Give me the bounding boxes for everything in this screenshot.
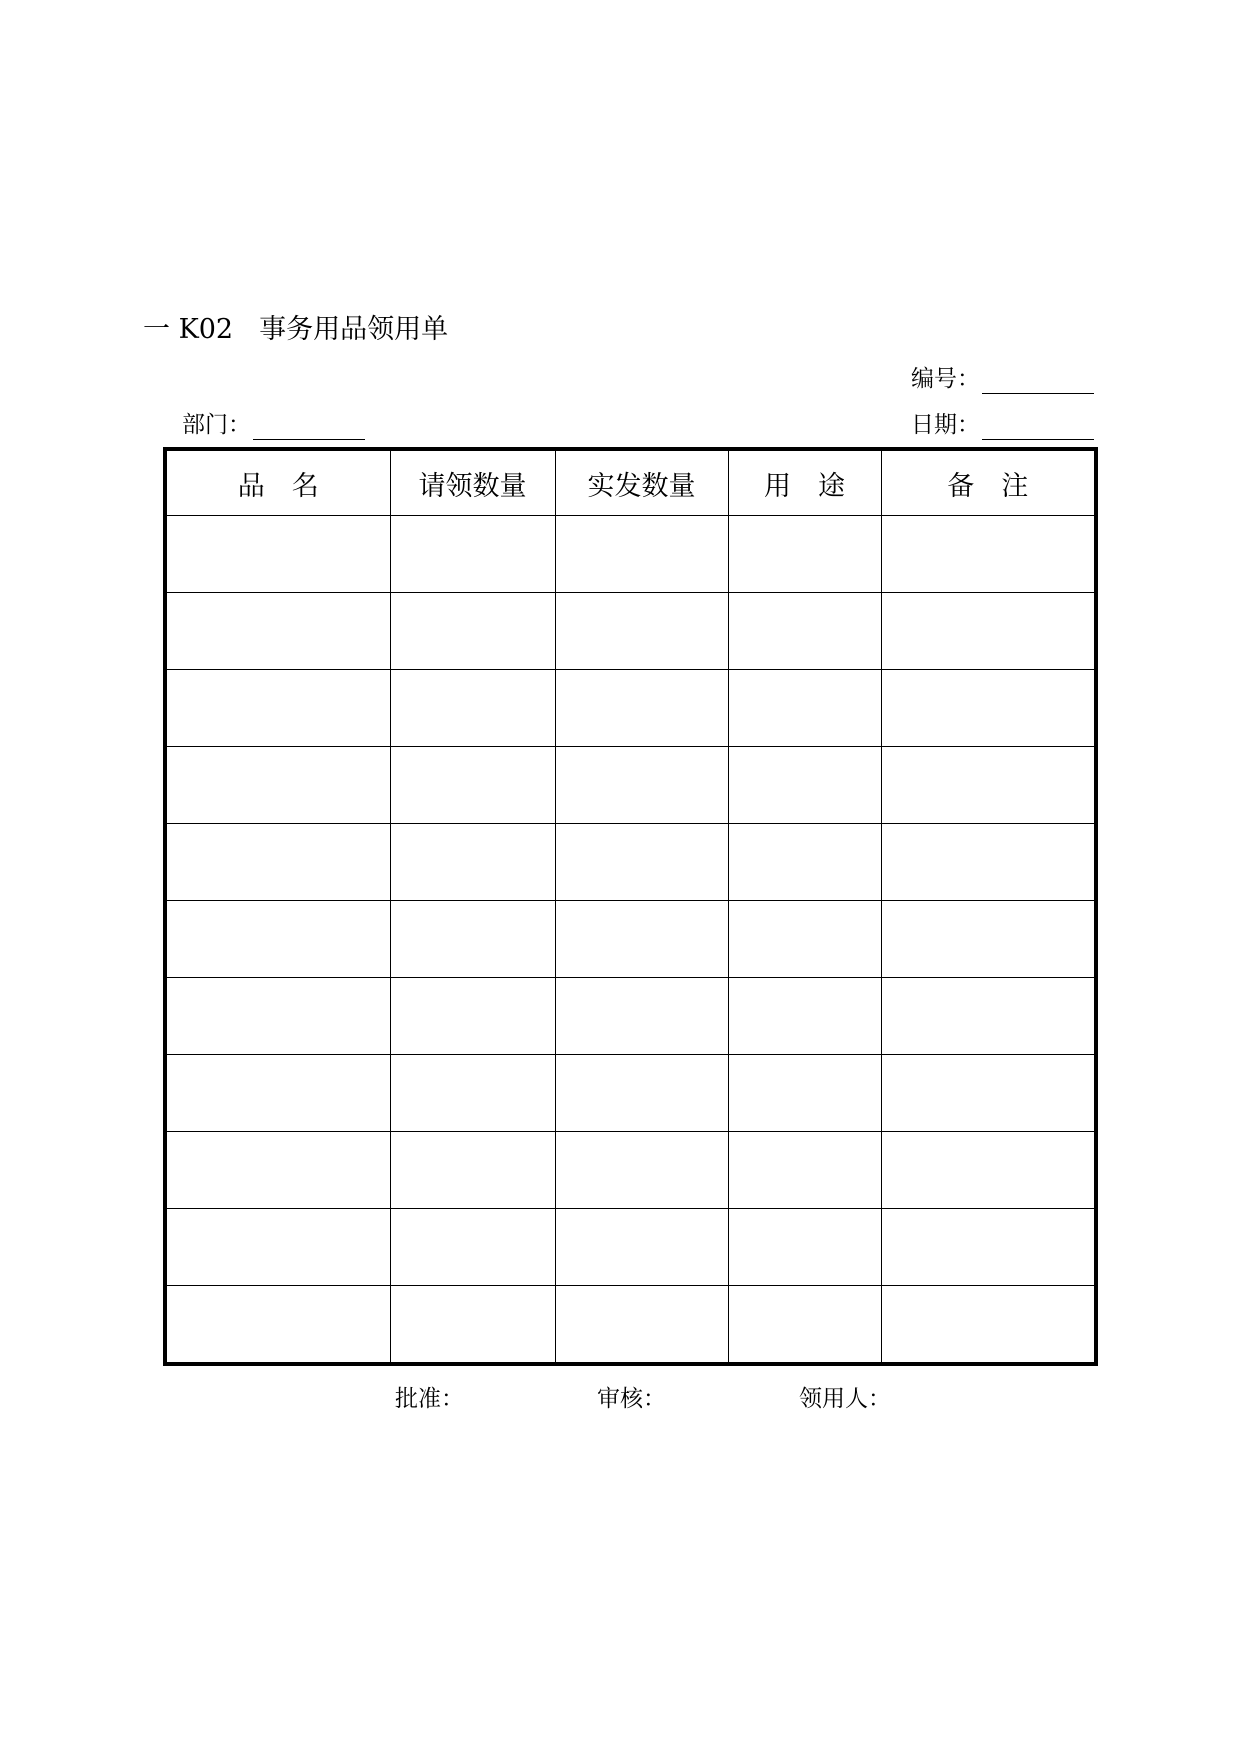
form-code: 一 K02 xyxy=(143,314,234,345)
table-cell[interactable] xyxy=(555,824,728,901)
table-row xyxy=(165,1286,1096,1365)
table-cell[interactable] xyxy=(165,978,390,1055)
table-cell[interactable] xyxy=(881,1209,1096,1286)
table-row xyxy=(165,516,1096,593)
table-row xyxy=(165,978,1096,1055)
number-blank[interactable] xyxy=(982,367,1094,394)
table-cell[interactable] xyxy=(881,1055,1096,1132)
table-cell[interactable] xyxy=(881,824,1096,901)
header-requested-qty: 请领数量 xyxy=(390,449,555,516)
table-cell[interactable] xyxy=(390,670,555,747)
department-field xyxy=(182,410,365,440)
table-cell[interactable] xyxy=(165,747,390,824)
table-cell[interactable] xyxy=(881,747,1096,824)
date-blank[interactable] xyxy=(982,413,1094,440)
table-cell[interactable] xyxy=(555,516,728,593)
table-cell[interactable] xyxy=(390,901,555,978)
table-cell[interactable] xyxy=(728,1055,881,1132)
table-row xyxy=(165,1055,1096,1132)
table-cell[interactable] xyxy=(390,747,555,824)
table-cell[interactable] xyxy=(390,978,555,1055)
table-cell[interactable] xyxy=(165,516,390,593)
table-row xyxy=(165,1132,1096,1209)
form-title-text: 事务用品领用单 xyxy=(259,314,449,345)
table-cell[interactable] xyxy=(881,1286,1096,1365)
table-cell[interactable] xyxy=(881,593,1096,670)
table-cell[interactable] xyxy=(728,516,881,593)
table-row xyxy=(165,1209,1096,1286)
table-cell[interactable] xyxy=(728,1132,881,1209)
table-cell[interactable] xyxy=(390,1286,555,1365)
table-row xyxy=(165,593,1096,670)
table-cell[interactable] xyxy=(165,1055,390,1132)
table-cell[interactable] xyxy=(555,1209,728,1286)
table-cell[interactable] xyxy=(390,516,555,593)
department-blank[interactable] xyxy=(253,413,365,440)
table-cell[interactable] xyxy=(165,670,390,747)
table-cell[interactable] xyxy=(390,1209,555,1286)
table-cell[interactable] xyxy=(728,670,881,747)
header-issued-qty: 实发数量 xyxy=(555,449,728,516)
header-purpose: 用 途 xyxy=(728,449,881,516)
header-item-name: 品 名 xyxy=(165,449,390,516)
table-cell[interactable] xyxy=(555,901,728,978)
table-cell[interactable] xyxy=(390,824,555,901)
approve-label: 批准： xyxy=(395,1386,464,1412)
table-cell[interactable] xyxy=(728,824,881,901)
table-cell[interactable] xyxy=(165,901,390,978)
number-field xyxy=(911,364,1094,394)
table-cell[interactable] xyxy=(555,670,728,747)
form-title xyxy=(143,312,448,348)
table-cell[interactable] xyxy=(881,978,1096,1055)
table-cell[interactable] xyxy=(728,1286,881,1365)
table-cell[interactable] xyxy=(165,1286,390,1365)
requisition-table xyxy=(163,447,1098,1366)
table-body xyxy=(165,516,1096,1365)
table-cell[interactable] xyxy=(390,1055,555,1132)
table-row xyxy=(165,670,1096,747)
review-label: 审核： xyxy=(597,1386,666,1412)
table-cell[interactable] xyxy=(165,593,390,670)
recipient-label: 领用人： xyxy=(799,1386,891,1412)
table-cell[interactable] xyxy=(555,747,728,824)
table-cell[interactable] xyxy=(165,1132,390,1209)
table-cell[interactable] xyxy=(555,1132,728,1209)
table-cell[interactable] xyxy=(390,1132,555,1209)
header-remarks: 备 注 xyxy=(881,449,1096,516)
table-row xyxy=(165,747,1096,824)
table-cell[interactable] xyxy=(728,1209,881,1286)
table-cell[interactable] xyxy=(728,901,881,978)
date-label: 日期： xyxy=(911,412,980,438)
table-cell[interactable] xyxy=(728,978,881,1055)
table-cell[interactable] xyxy=(728,747,881,824)
table-cell[interactable] xyxy=(555,593,728,670)
table-cell[interactable] xyxy=(555,1286,728,1365)
signature-row xyxy=(0,1382,1240,1416)
number-label: 编号： xyxy=(911,366,980,392)
table-cell[interactable] xyxy=(165,824,390,901)
table-cell[interactable] xyxy=(881,516,1096,593)
table-cell[interactable] xyxy=(881,901,1096,978)
table-row xyxy=(165,824,1096,901)
department-label: 部门： xyxy=(182,412,251,438)
table-cell[interactable] xyxy=(555,978,728,1055)
table-cell[interactable] xyxy=(881,1132,1096,1209)
table-header-row xyxy=(165,449,1096,516)
table-cell[interactable] xyxy=(728,593,881,670)
date-field xyxy=(911,410,1094,440)
table-cell[interactable] xyxy=(165,1209,390,1286)
table-cell[interactable] xyxy=(881,670,1096,747)
table-row xyxy=(165,901,1096,978)
table-cell[interactable] xyxy=(390,593,555,670)
table-cell[interactable] xyxy=(555,1055,728,1132)
